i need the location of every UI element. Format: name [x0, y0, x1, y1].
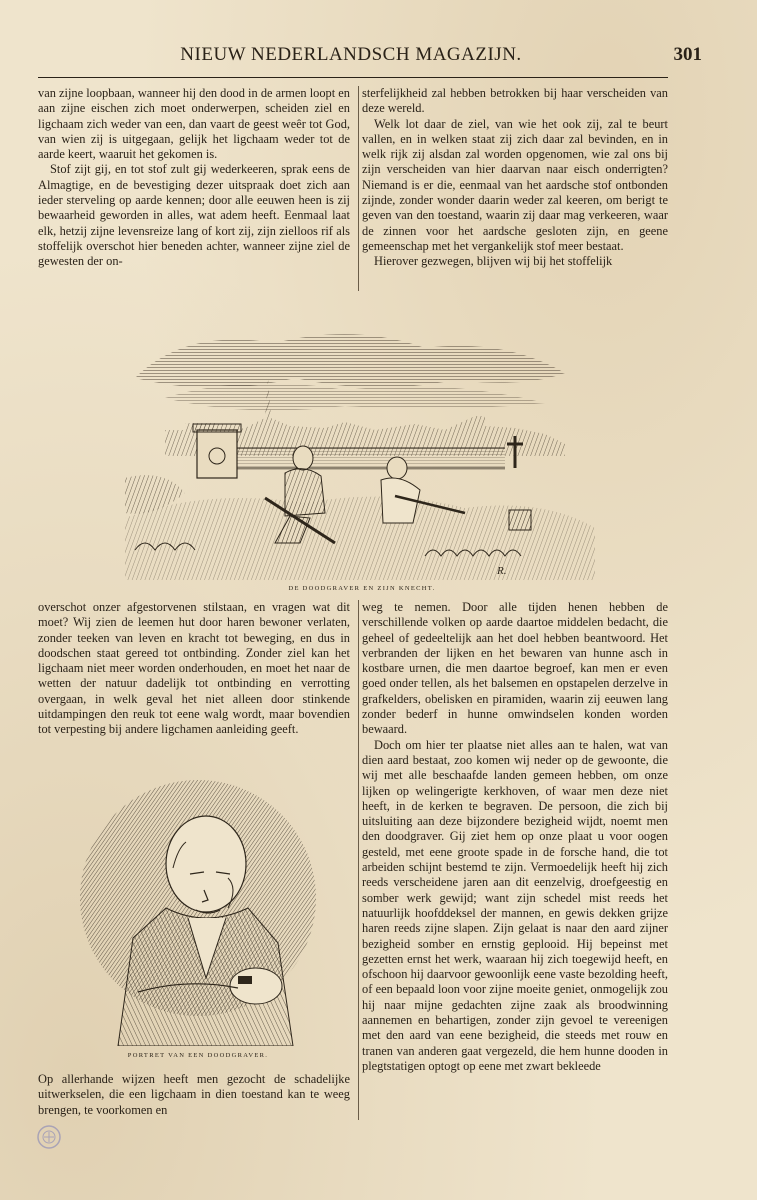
paragraph: Doch om hier ter plaatse niet alles aan te halen, wat van dien aard bestaat, zoo komen wij neder op de gewoonte, die wij met alle beschaafde landen gemeen hebben, om onze lijken op welingerigte kerkhoven, of waar men deze niet heeft, in de kerken te begraven. De persoon, die zich bij uitsluiting aan deze bijzondere bezigheid wijdt, noemt men den doodgraver. Gij ziet hem op onze plaat u voor oogen gesteld, met eene groote spade in de forsche hand, die tot arbeiden schijnt bestemd te zijn. Vermoedelijk heeft hij zich reeds verscheidene jaren aan dit eenzelvig, droefgeestig en somber werk gewijd; want zijn schedel mist reeds het natuurlijk hoofddeksel der mannen, en gewis dekken grijze haren reeds zijne slapen. Zijn gelaat is naar den aard zijner bezigheid somber en ernstig geplooid. Hij bepeinst met gezetten ernst het werk, waaraan hij zich toegewijd heeft, en ofschoon hij daarvoor gewoonlijk eene vaste bezolding heeft, of een bepaald loon voor zijne moeite geniet, onmogelijk zou hij naar mijne gedachten zijne zaak als broodwinning aannemen en behartigen, zonder zijn gevoel te vereenigen met den aard van eene bezigheid, die steeds met rouw en tranen van anderen gaat vergezeld, die hem hunne dooden in plegtstatigen optogt op eene met zwart bekleede [362, 737, 668, 1073]
column-mid-left [38, 600, 350, 738]
engraver-mark: R. [497, 565, 507, 577]
library-stamp-icon [36, 1124, 62, 1150]
gravedigger-engraving [125, 318, 595, 580]
paragraph: Hierover gezwegen, blijven wij bij het stoffelijk [374, 254, 613, 269]
paragraph: van zijne loopbaan, wanneer hij den dood in de armen loopt en aan zijne eischen zich moet onderwerpen, scheiden ziel en ligchaam zich weder van een, dan vaart de geest weêr tot God, van wien zij is uitgegaan, gelijk het ligchaam weder tot de aarde keert, waaruit het gekomen is. [38, 86, 350, 162]
page-number: 301 [673, 44, 702, 65]
column-divider [358, 86, 359, 291]
figure-caption-gravedigger: DE DOODGRAVER EN ZIJN KNECHT. [288, 585, 436, 592]
column-top-left [38, 86, 350, 270]
column-top-right [362, 86, 668, 270]
paragraph: Welk lot daar de ziel, van wie het ook zij, zal te beurt vallen, en in welken staat zij zich daar zal bevinden, en in welk rijk zij alsdan zal worden opgenomen, wie zal ons bij zijn verscheiden van hier daarvan naar eisch onderrigten? Niemand is er die, eenmaal van het aardsche stof ontbonden zijnde, zonder wonder daarin weder zal keeren, om berigt te geven van den toestand, waarin zij daar mag verkeeren, waar de zinnen voor het aardsche gesloten zijn, en geene gemeenschap met het vergankelijk stof meer bestaat. [362, 116, 668, 253]
paragraph: Stof zijt gij, en tot stof zult gij wederkeeren, sprak eens de Almagtige, en de bevestiging dezer uitspraak doet zich aan ieder sterveling op aarde kennen; door alle eeuwen heen is zij bewaarheid geworden in alles, wat adem heeft. Eenmaal laat elk, hetzij zijne levensreize lang of kort zij, zijn zielloos rif als stoffelijk overschot hier beneden achter, wanneer zijne ziel de gewesten der on- [38, 162, 350, 269]
paragraph: Op allerhande wijzen heeft men gezocht de schadelijke uitwerkselen, die een ligchaam in dien toestand kan te weeg brengen, te voorkomen en [38, 1072, 350, 1117]
column-divider [358, 600, 359, 1120]
paragraph: weg te nemen. Door alle tijden henen hebben de verschillende volken op aarde daartoe middelen bedacht, die geheel of gedeeltelijk aan het doel hebben beantwoord. Het verbranden der lijken en het bewaren van hunne asch in kostbare urnen, die men daartoe begroef, kan men er even goed onder tellen, als het balsemen en opstapelen derzelve in grafkelders, obelisken en piramiden, waarin zij eeuwen lang zonder bederf in hunne omwindselen konden worden bewaard. [362, 600, 668, 737]
paragraph: overschot onzer afgestorvenen stilstaan, en vragen wat dit moet? Wij zien de leemen hut door haren bewoner verlaten, zonder teeken van leven en kracht tot beweging, en dus in doodschen staat gereed tot ontbinding. Zonder ziel kan het ligchaam niet meer worden onderhouden, en moet het naar de wetten der natuur dadelijk tot ontbinding en verrotting overgaan, in welk geval het niet alleen door stinkende uitdampingen den reuk tot eene walg wordt, maar bovendien tot verpesting bij andere ligchamen aanleiding geeft. [38, 600, 350, 737]
magazine-title: NIEUW NEDERLANDSCH MAGAZIJN. [180, 44, 522, 65]
header-rule [38, 77, 668, 78]
figure-caption-portrait: PORTRET VAN EEN DOODGRAVER. [127, 1052, 269, 1059]
column-right [362, 600, 668, 1074]
paragraph: sterfelijkheid zal hebben betrokken bij haar verscheiden van deze wereld. [362, 86, 668, 116]
column-bottom-left [38, 1072, 350, 1118]
portrait-engraving [78, 778, 318, 1046]
running-header [36, 44, 702, 72]
